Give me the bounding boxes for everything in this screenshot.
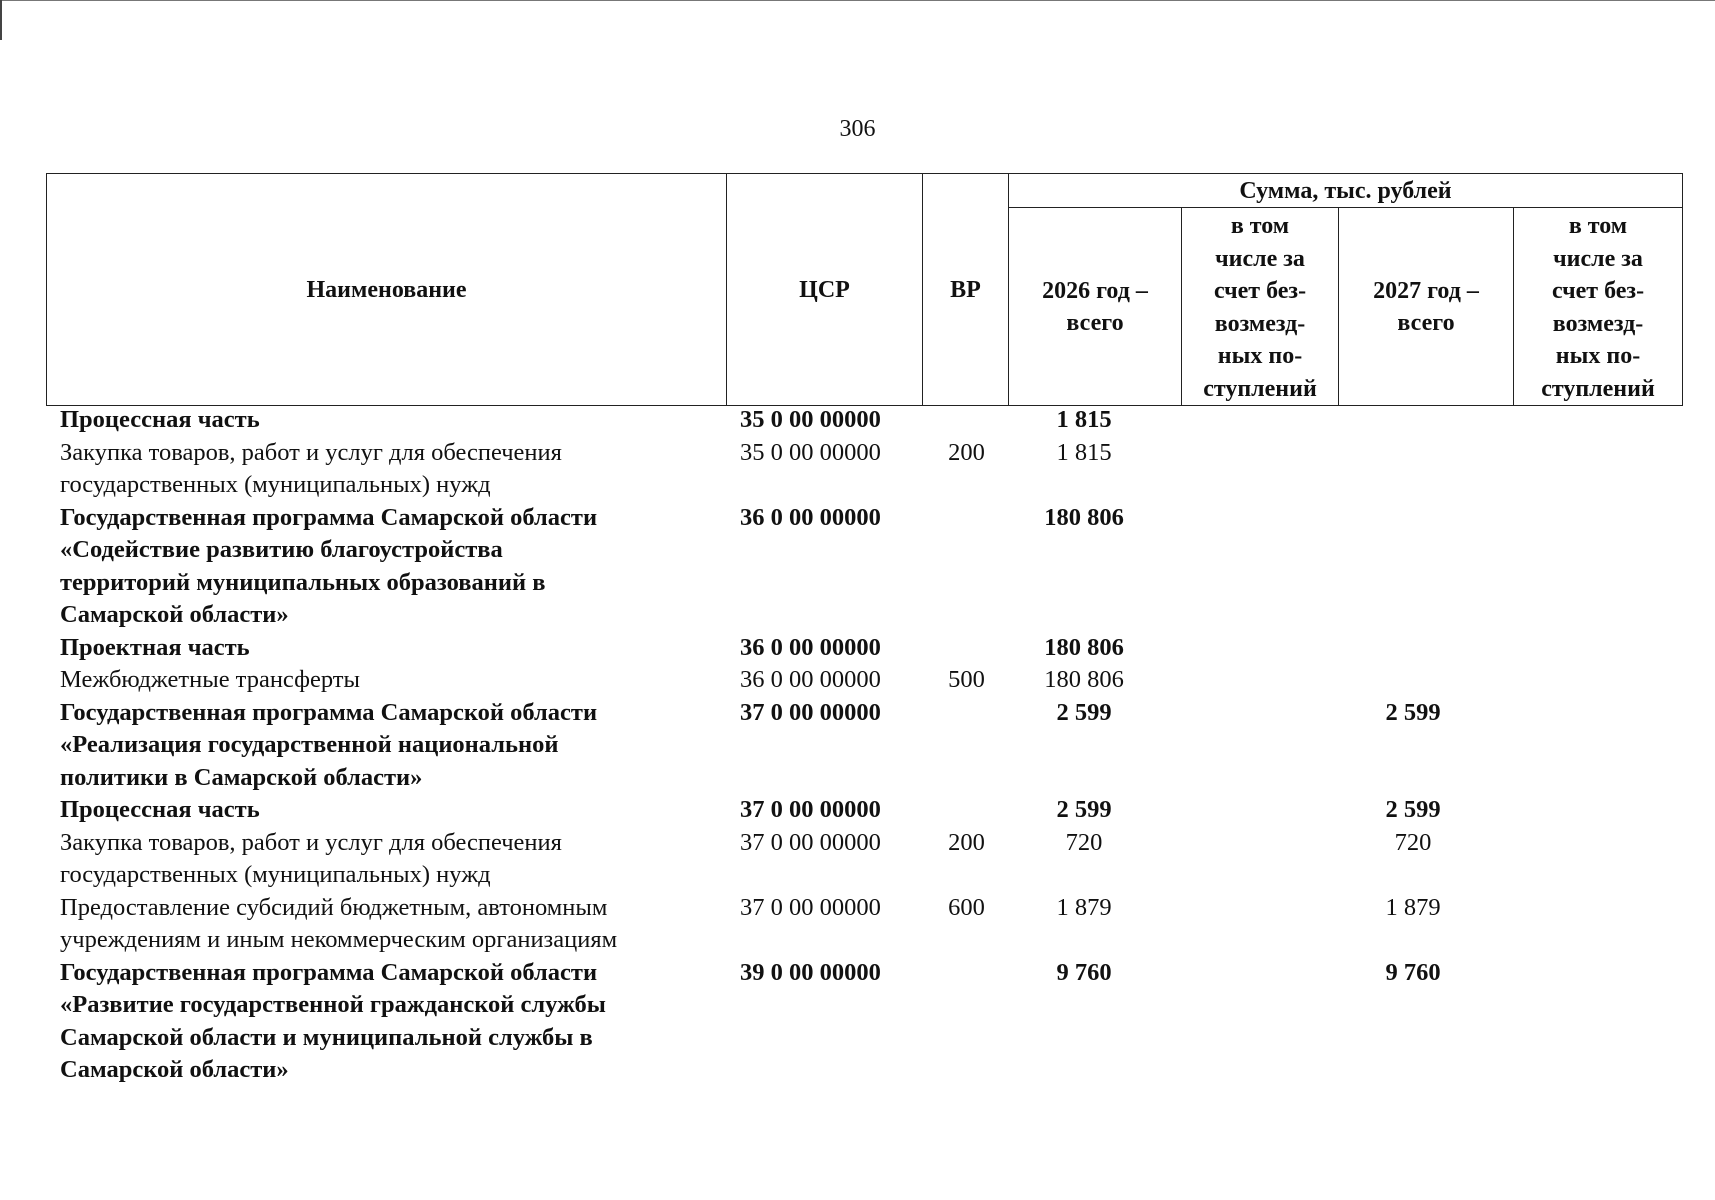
header-2026-incl-line: ных по-: [1217, 343, 1303, 369]
row-name: [46, 794, 726, 827]
table-row: [46, 892, 1681, 957]
header-2027-incl-line: ных по-: [1555, 343, 1641, 369]
row-name: [46, 404, 726, 437]
row-2027-incl: [1500, 892, 1669, 957]
header-2026-incl: [1182, 208, 1339, 406]
row-vr: [935, 502, 998, 632]
row-name: [46, 502, 726, 632]
row-2027-total: [1326, 502, 1500, 632]
row-2026-total: 1 815: [1056, 406, 1112, 433]
row-name-line: Процессная часть: [60, 406, 260, 433]
header-name: Наименование: [47, 174, 727, 406]
scan-edge-left: [0, 0, 2, 40]
row-2027-total: 2 599: [1385, 698, 1441, 726]
row-2026-incl: [1170, 827, 1326, 892]
row-vr: [935, 632, 998, 665]
row-csr: 35 0 00 00000: [740, 438, 881, 466]
row-vr: [935, 404, 998, 437]
row-name: [46, 697, 726, 795]
row-name-line: Государственная программа Самарской области: [60, 698, 598, 726]
row-name-line: Процессная часть: [60, 796, 260, 823]
row-2027-incl: [1500, 664, 1669, 697]
header-2026-incl-line: ступлений: [1203, 375, 1317, 402]
row-name-line: Государственная программа Самарской области: [60, 958, 598, 986]
table-header: [46, 173, 1683, 406]
row-name-line: «Развитие государственной гражданской службы: [60, 991, 606, 1018]
header-2027-total: [1339, 208, 1514, 406]
row-name: [46, 827, 726, 892]
row-2026-incl: [1170, 632, 1326, 665]
row-name-line: политики в Самарской области»: [60, 763, 423, 791]
row-2026-total: 180 806: [1044, 666, 1124, 693]
header-2026-incl-line: возмезд-: [1214, 310, 1306, 337]
row-2026-total: 1 879: [1056, 893, 1112, 921]
row-name: [46, 957, 726, 1087]
row-2027-incl: [1500, 794, 1669, 827]
row-name-line: Самарской области»: [60, 1056, 289, 1083]
row-csr: 35 0 00 00000: [740, 406, 881, 433]
row-name: [46, 892, 726, 957]
row-vr: [935, 957, 998, 1087]
row-vr: 600: [948, 893, 985, 921]
row-2027-total: [1326, 632, 1500, 665]
row-2027-total: 9 760: [1385, 958, 1441, 986]
table-row: [46, 404, 1681, 437]
header-2027-incl-line: возмезд-: [1552, 310, 1644, 337]
row-2027-total: [1326, 437, 1500, 502]
row-2027-incl: [1500, 437, 1669, 502]
row-name-line: Закупка товаров, работ и услуг для обеспечения: [60, 438, 562, 466]
row-name-line: Самарской области и муниципальной службы в: [60, 1023, 593, 1051]
row-name: [46, 664, 726, 697]
row-2026-total: 9 760: [1056, 958, 1112, 986]
row-2027-incl: [1500, 404, 1669, 437]
row-name-line: учреждениям и иным некоммерческим организациям: [60, 926, 618, 953]
row-csr: 37 0 00 00000: [740, 698, 881, 726]
row-2026-total: 2 599: [1056, 796, 1112, 823]
row-2027-total: 2 599: [1385, 796, 1441, 823]
table-row: [46, 827, 1681, 892]
header-sum-group: Сумма, тыс. рублей: [1009, 174, 1683, 208]
header-2027-incl-line: счет без-: [1551, 278, 1645, 304]
row-csr: 36 0 00 00000: [740, 503, 881, 531]
row-2026-total: 1 815: [1056, 438, 1112, 466]
row-2026-total: 180 806: [1044, 503, 1124, 531]
row-name-line: Проектная часть: [60, 633, 250, 661]
table-row: [46, 664, 1681, 697]
header-2026-total: [1009, 208, 1182, 406]
row-csr: 37 0 00 00000: [740, 828, 881, 856]
table-row: [46, 502, 1681, 632]
row-name-line: Государственная программа Самарской области: [60, 503, 598, 531]
row-name-line: Предоставление субсидий бюджетным, автономным: [60, 893, 608, 921]
row-2027-total: [1326, 664, 1500, 697]
row-2026-total: 720: [1065, 828, 1103, 856]
row-2027-incl: [1500, 632, 1669, 665]
row-2027-incl: [1500, 697, 1669, 795]
row-2027-total: 720: [1394, 828, 1432, 856]
header-2027-total-line: всего: [1397, 309, 1455, 336]
table-row: [46, 437, 1681, 502]
scan-edge-top: [0, 0, 1715, 1]
row-2026-incl: [1170, 404, 1326, 437]
row-2027-incl: [1500, 827, 1669, 892]
row-name-line: Межбюджетные трансферты: [60, 666, 360, 693]
row-name-line: Самарской области»: [60, 601, 289, 628]
table-row: [46, 697, 1681, 795]
header-2026-incl-line: числе за: [1215, 245, 1305, 272]
row-2026-total: 2 599: [1056, 698, 1112, 726]
page-number: 306: [839, 116, 876, 142]
table-row: [46, 957, 1681, 1087]
row-2026-incl: [1170, 437, 1326, 502]
row-name-line: территорий муниципальных образований в: [60, 568, 546, 596]
row-vr: 200: [948, 438, 985, 466]
header-2027-total-line: 2027 год –: [1373, 277, 1479, 304]
row-2026-incl: [1170, 957, 1326, 1087]
row-vr: [935, 697, 998, 795]
row-name-line: государственных (муниципальных) нужд: [60, 471, 491, 498]
table-body: [46, 404, 1681, 1087]
row-2026-incl: [1170, 502, 1326, 632]
row-2027-incl: [1500, 502, 1669, 632]
header-csr: ЦСР: [727, 174, 923, 406]
row-csr: 37 0 00 00000: [740, 893, 881, 921]
row-vr: [935, 794, 998, 827]
header-2027-incl-line: числе за: [1553, 245, 1643, 272]
header-2026-total-line: 2026 год –: [1042, 277, 1148, 304]
row-vr: 500: [948, 666, 985, 693]
header-2027-incl-line: в том: [1568, 213, 1628, 239]
row-2027-incl: [1500, 957, 1669, 1087]
table-row: [46, 632, 1681, 665]
row-name-line: «Реализация государственной национальной: [60, 731, 559, 758]
row-2026-total: 180 806: [1044, 633, 1124, 661]
row-name-line: Закупка товаров, работ и услуг для обеспечения: [60, 828, 562, 856]
row-2026-incl: [1170, 697, 1326, 795]
row-2027-total: 1 879: [1385, 893, 1441, 921]
header-vr: ВР: [923, 174, 1009, 406]
table-row: [46, 794, 1681, 827]
header-2026-incl-line: счет без-: [1213, 278, 1307, 304]
row-vr: 200: [948, 828, 985, 856]
row-csr: 37 0 00 00000: [740, 796, 881, 823]
header-2027-incl: [1514, 208, 1683, 406]
row-csr: 39 0 00 00000: [740, 958, 881, 986]
header-2026-total-line: всего: [1066, 309, 1124, 336]
row-name-line: «Содействие развитию благоустройства: [60, 536, 503, 563]
row-csr: 36 0 00 00000: [740, 633, 881, 661]
row-csr: 36 0 00 00000: [740, 666, 881, 693]
row-2027-total: [1326, 404, 1500, 437]
header-2027-incl-line: ступлений: [1541, 375, 1655, 402]
row-2026-incl: [1170, 892, 1326, 957]
header-2026-incl-line: в том: [1230, 213, 1290, 239]
row-2026-incl: [1170, 794, 1326, 827]
row-name-line: государственных (муниципальных) нужд: [60, 861, 491, 888]
row-name: [46, 632, 726, 665]
row-name: [46, 437, 726, 502]
row-2026-incl: [1170, 664, 1326, 697]
